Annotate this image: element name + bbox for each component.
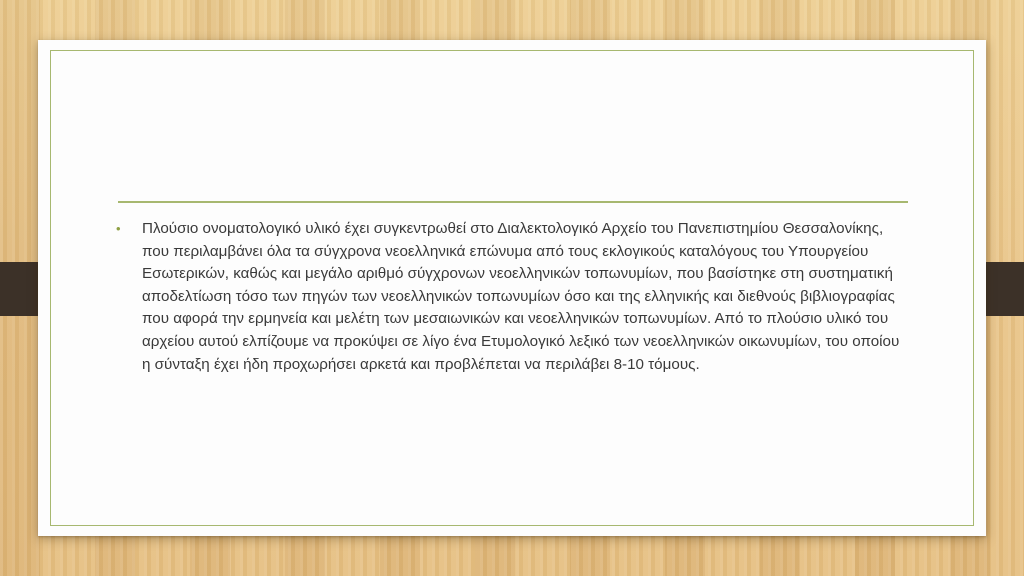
title-divider-line xyxy=(118,201,908,203)
slide-canvas xyxy=(38,40,986,536)
bullet-icon: • xyxy=(116,221,121,236)
bullet-list-item xyxy=(115,218,905,376)
body-paragraph: Πλούσιο ονοματολογικό υλικό έχει συγκεντρωθεί στο Διαλεκτολογικό Αρχείο του Πανεπιστημίου Θεσσαλονίκης, που περιλαμβάνει όλα τα σύγχρονα νεοελληνικά επώνυμα από τους εκλογικούς καταλόγους του Υπουργείου Εσωτερικών, καθώς και μεγάλο αριθμό σύγχρονων νεοελληνικών τοπωνυμίων, που βασίστηκε στη συστηματική αποδελτίωση τόσο των πηγών των νεοελληνικών τοπωνυμίων όσο και της ελληνικής και διεθνούς βιβλιογραφίας που αφορά την ερμηνεία και μελέτη των μεσαιωνικών και νεοελληνικών τοπωνυμίων. Από το πλούσιο υλικό του αρχείου αυτού ελπίζουμε να προκύψει σε λίγο ένα Ετυμολογικό λεξικό των νεοελληνικών οικωνυμίων, του οποίου η σύνταξη έχει ήδη προχωρήσει αρκετά και προβλέπεται να περιλάβει 8-10 τόμους. xyxy=(142,220,900,373)
slide-content-placeholder[interactable] xyxy=(115,218,905,376)
